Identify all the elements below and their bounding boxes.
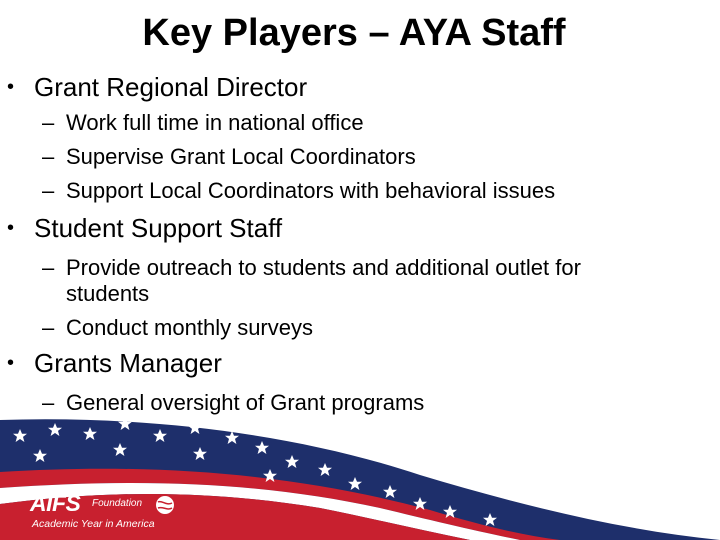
bullet-marker: • [7, 76, 15, 98]
logo-org: Foundation [92, 498, 143, 509]
sub-bullet-text: Provide outreach to students and additional outlet for [66, 255, 581, 280]
bullet-student-support-staff [7, 213, 283, 243]
dash-marker: – [42, 110, 55, 135]
dash-marker: – [42, 255, 55, 280]
bullet-marker: • [7, 217, 15, 239]
sub-bullet [42, 255, 581, 307]
sub-bullet [42, 315, 313, 341]
bullet-marker: • [7, 352, 15, 374]
logo-program: Academic Year in America [32, 518, 155, 530]
sub-bullet-text: General oversight of Grant programs [66, 390, 425, 415]
bullet-heading: Grant Regional Director [34, 72, 308, 102]
sub-bullet [42, 178, 556, 204]
bullet-grant-regional-director [7, 72, 308, 102]
sub-bullet-text: Supervise Grant Local Coordinators [66, 144, 416, 169]
dash-marker: – [42, 390, 55, 415]
sub-bullet-continuation: students [66, 281, 150, 306]
sub-bullet [42, 110, 364, 136]
dash-marker: – [42, 315, 55, 340]
sub-bullet [42, 144, 416, 170]
aifs-logo [30, 490, 180, 536]
sub-bullet-text: Support Local Coordinators with behavioral issues [66, 178, 556, 203]
dash-marker: – [42, 178, 55, 203]
dash-marker: – [42, 144, 55, 169]
sub-bullet-text: Conduct monthly surveys [66, 315, 313, 340]
bullet-heading: Student Support Staff [34, 213, 283, 243]
sub-bullet-text: Work full time in national office [66, 110, 364, 135]
bullet-grants-manager [7, 348, 222, 378]
bullet-heading: Grants Manager [34, 348, 222, 378]
logo-name: AIFS [30, 490, 81, 516]
slide-title: Key Players – AYA Staff [142, 12, 566, 54]
globe-icon [154, 494, 176, 516]
